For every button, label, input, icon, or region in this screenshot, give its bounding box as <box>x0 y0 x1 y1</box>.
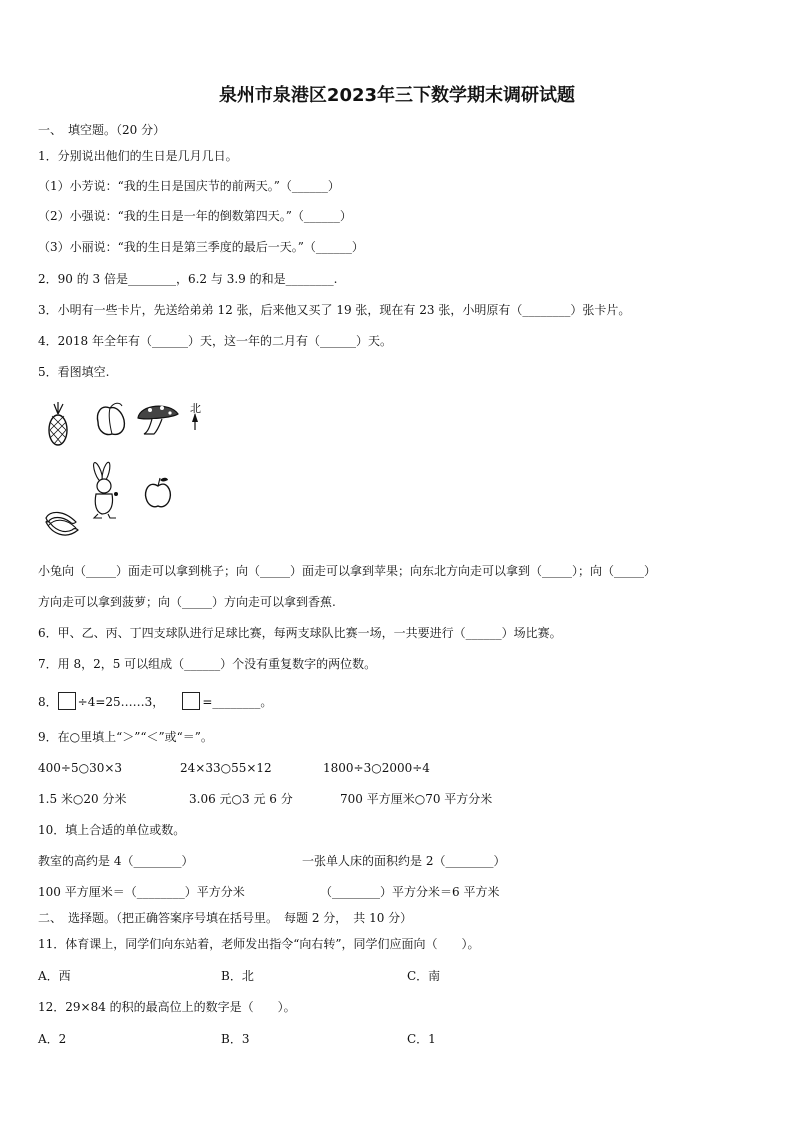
question-8-part-a: ÷4=25……3， <box>77 695 159 709</box>
question-1-part-1: （1）小芳说：“我的生日是国庆节的前两天。”（______） <box>38 179 340 193</box>
question-9: 9．在○里填上“＞”“＜”或“＝”。 <box>38 730 213 744</box>
question-5: 5．看图填空. <box>38 365 110 379</box>
option-a: A．西 <box>38 969 71 983</box>
question-1-part-2: （2）小强说：“我的生日是一年的倒数第四天。”（______） <box>38 209 352 223</box>
question-9-item: 700 平方厘米○70 平方分米 <box>340 792 493 806</box>
peach-icon <box>98 403 125 434</box>
question-12: 12．29×84 的积的最高位上的数字是（ ）。 <box>38 1000 296 1014</box>
question-8-number: 8． <box>38 695 58 709</box>
page-title: 泉州市泉港区2023年三下数学期末调研试题 <box>218 85 576 106</box>
question-10-item: 一张单人床的面积约是 2（________） <box>302 854 506 868</box>
section-heading-choice: 二、 选择题。（把正确答案序号填在括号里。 每题 2 分， 共 10 分） <box>38 911 413 925</box>
north-label: 北 <box>190 402 201 415</box>
answer-box <box>58 692 76 710</box>
option-c: C．南 <box>407 969 441 983</box>
question-1: 1．分别说出他们的生日是几月几日。 <box>38 149 238 163</box>
question-9-item: 1800÷3○2000÷4 <box>323 761 430 775</box>
option-b: B．3 <box>221 1032 250 1046</box>
question-7: 7．用 8，2，5 可以组成（______）个没有重复数字的两位数。 <box>38 657 377 671</box>
question-10: 10．填上合适的单位或数。 <box>38 823 186 837</box>
question-9-item: 1.5 米○20 分米 <box>38 792 127 806</box>
option-a: A．2 <box>38 1032 67 1046</box>
option-b: B．北 <box>221 969 254 983</box>
pineapple-icon <box>49 402 67 445</box>
banana-icon <box>46 512 78 535</box>
section-heading-fill-blank: 一、 填空题。（20 分） <box>38 123 166 137</box>
question-8 <box>38 692 272 710</box>
option-c: C．1 <box>407 1032 436 1046</box>
rabbit-icon <box>92 462 118 518</box>
question-9-item: 3.06 元○3 元 6 分 <box>189 792 293 806</box>
question-1-part-3: （3）小丽说：“我的生日是第三季度的最后一天。”（______） <box>38 240 364 254</box>
question-4: 4．2018 年全年有（______）天，这一年的二月有（______）天。 <box>38 334 392 348</box>
question-9-item: 24×33○55×12 <box>180 761 272 775</box>
question-10-item: （________）平方分米＝6 平方米 <box>320 885 500 899</box>
north-arrow-icon <box>192 413 198 430</box>
question-2: 2．90 的 3 倍是________，6.2 与 3.9 的和是________. <box>38 272 338 286</box>
question-3: 3．小明有一些卡片，先送给弟弟 12 张，后来他又买了 19 张，现在有 23 张，小明原有（________）张卡片。 <box>38 303 631 317</box>
question-9-item: 400÷5○30×3 <box>38 761 123 775</box>
direction-picture <box>40 400 240 550</box>
apple-icon <box>146 478 171 507</box>
question-10-item: 100 平方厘米＝（________）平方分米 <box>38 885 245 899</box>
question-5-line-1: 小兔向（_____）面走可以拿到桃子；向（_____）面走可以拿到苹果；向东北方向走可以拿到（_____）；向（_____） <box>38 564 657 578</box>
question-6: 6．甲、乙、丙、丁四支球队进行足球比赛，每两支球队比赛一场，一共要进行（______）场比赛。 <box>38 626 562 640</box>
answer-box <box>182 692 200 710</box>
question-10-item: 教室的高约是 4（________） <box>38 854 194 868</box>
question-8-part-b: =________。 <box>202 695 273 709</box>
question-11: 11．体育课上，同学们向东站着，老师发出指令“向右转”，同学们应面向（ ）。 <box>38 937 480 951</box>
mushroom-icon <box>138 406 178 434</box>
question-5-line-2: 方向走可以拿到菠萝；向（_____）方向走可以拿到香蕉. <box>38 595 336 609</box>
